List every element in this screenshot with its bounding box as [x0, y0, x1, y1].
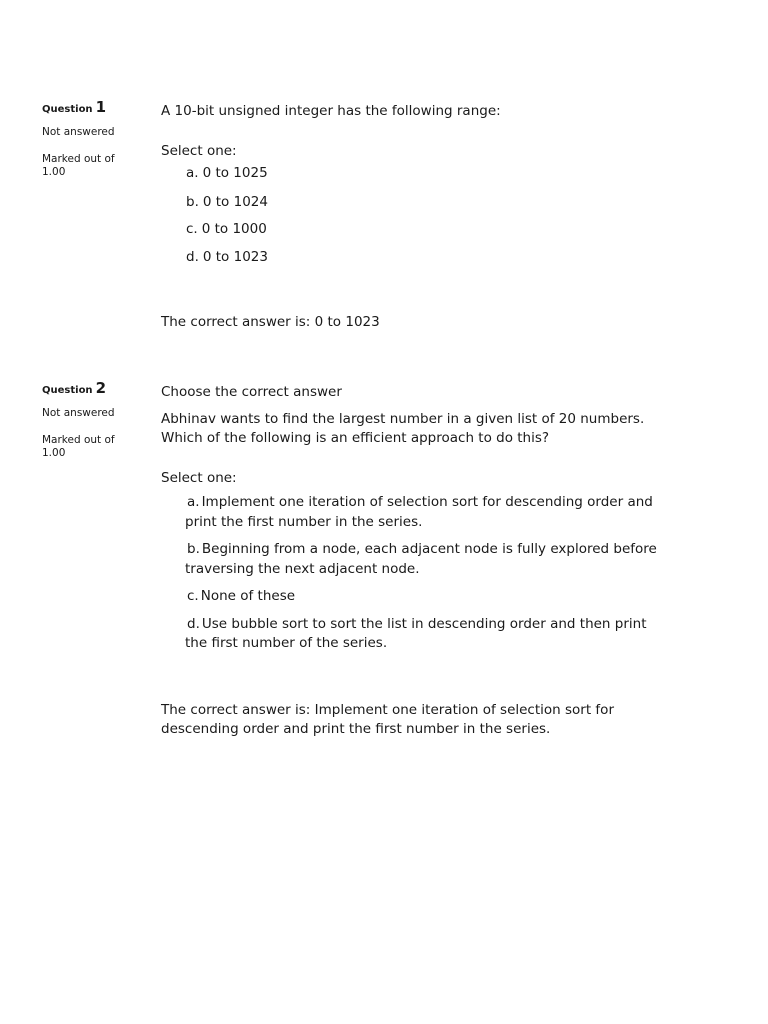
question-state: Not answered [42, 407, 115, 419]
question-text-line: A 10-bit unsigned integer has the following range: [161, 103, 501, 119]
option-text: Use bubble sort to sort the list in descending order and then print the first number of the series. [185, 615, 647, 651]
grade-label: Marked out of [42, 153, 115, 165]
question-grade [42, 434, 134, 460]
option-letter: b. [186, 194, 199, 210]
question-state: Not answered [42, 126, 115, 138]
question-text-body: Abhinav wants to find the largest number in a given list of 20 numbers. Which of the following is an efficient approach to do this? [161, 410, 645, 446]
option-letter: c. [187, 588, 199, 604]
question-text [161, 383, 671, 449]
question-number-value: 2 [95, 379, 106, 397]
option-letter: b. [187, 541, 200, 557]
question-number [42, 380, 134, 399]
option-b[interactable] [161, 193, 671, 220]
question-grade [42, 153, 134, 179]
answer-options [161, 493, 671, 654]
correct-answer-feedback: The correct answer is: 0 to 1023 [161, 314, 380, 330]
option-text: 0 to 1000 [201, 221, 267, 237]
question-info [42, 380, 134, 460]
option-a[interactable] [161, 164, 671, 193]
option-letter: c. [186, 221, 198, 237]
option-text: 0 to 1024 [202, 194, 268, 210]
question-intro: Choose the correct answer [161, 384, 342, 400]
question-label: Question [42, 385, 93, 396]
question-number-value: 1 [95, 98, 106, 116]
option-d[interactable] [161, 248, 671, 276]
correct-answer-feedback: The correct answer is: Implement one iteration of selection sort for descending order and print the first number in the series. [161, 701, 614, 737]
option-text: None of these [200, 588, 296, 604]
question-content [161, 383, 671, 740]
option-letter: d. [186, 249, 199, 265]
select-one-prompt: Select one: [161, 142, 237, 159]
question-info [42, 99, 134, 179]
question-text [161, 102, 671, 122]
option-b[interactable] [161, 540, 671, 579]
option-letter: a. [187, 494, 200, 510]
grade-value: 1.00 [42, 166, 66, 178]
option-letter: d. [187, 615, 200, 632]
option-a[interactable] [161, 493, 671, 532]
option-text: 0 to 1023 [202, 249, 268, 265]
grade-value: 1.00 [42, 447, 66, 459]
option-letter: a. [186, 165, 199, 181]
option-text: Beginning from a node, each adjacent node is fully explored before traversing the next adjacent node. [185, 541, 657, 577]
question-number [42, 99, 134, 118]
option-c[interactable] [161, 587, 671, 607]
answer-options [161, 164, 671, 276]
grade-label: Marked out of [42, 434, 115, 446]
select-one-prompt: Select one: [161, 469, 237, 486]
option-d[interactable] [161, 615, 671, 654]
option-c[interactable] [161, 220, 671, 248]
option-text: 0 to 1025 [202, 165, 268, 181]
option-text: Implement one iteration of selection sort for descending order and print the first number in the series. [185, 494, 653, 530]
question-content [161, 102, 671, 333]
question-label: Question [42, 104, 93, 115]
